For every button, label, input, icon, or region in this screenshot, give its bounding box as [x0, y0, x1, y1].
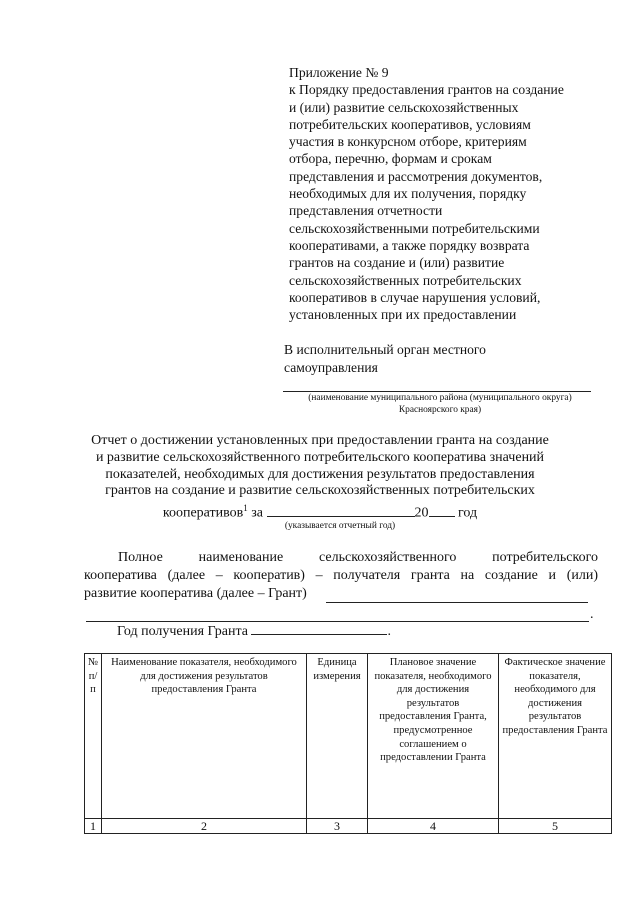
column-number-cell: 3: [307, 819, 368, 834]
appendix-line: отбора, перечню, формам и срокам: [289, 151, 492, 167]
header-planned-value: Плановое значение показателя, необходимого для достижения результатов предоставления Гранта, предусмотренное соглашением о предоставлении Гранта: [368, 654, 499, 819]
appendix-line: участия в конкурсном отборе, критериям: [289, 134, 527, 150]
paragraph-line: [84, 549, 598, 567]
table-header-row: [85, 654, 612, 819]
word: Полное: [118, 550, 163, 565]
recipient-caption-line: (наименование муниципального района (муниципального округа): [308, 393, 572, 403]
grant-year-blank[interactable]: [251, 622, 387, 635]
year-prefix: 20: [414, 505, 429, 521]
word: и: [548, 568, 557, 583]
column-number-cell: 5: [499, 819, 612, 834]
cooperative-name-fill-line[interactable]: [326, 602, 588, 603]
word: потребительского: [492, 550, 598, 565]
word: наименование: [198, 550, 284, 565]
paragraph-line: [84, 567, 598, 585]
column-number-cell: 2: [102, 819, 307, 834]
cooperative-name-paragraph: [84, 549, 598, 603]
recipient-caption-line: Красноярского края): [398, 405, 482, 415]
recipient-caption: [270, 392, 610, 416]
title-line: Отчет о достижении установленных при предоставлении гранта на создание: [91, 433, 549, 448]
period-za: за: [251, 505, 263, 521]
grant-year-end: .: [387, 624, 391, 639]
report-period-row: [60, 500, 580, 522]
appendix-line: необходимых для их получения, порядку: [289, 186, 527, 202]
grant-year-label: Год получения Гранта: [117, 624, 248, 639]
paragraph-line: развитие кооператива (далее – Грант): [84, 586, 307, 601]
header-actual-value: Фактическое значение показателя, необходимого для достижения результатов предоставления Гранта: [499, 654, 612, 819]
recipient-line: В исполнительный орган местного: [284, 342, 486, 357]
report-title: [60, 433, 580, 523]
word: сельскохозяйственного: [319, 550, 457, 565]
year-blank[interactable]: [429, 504, 455, 517]
year-suffix: год: [458, 505, 478, 521]
table-row: [85, 819, 612, 834]
word: создание: [484, 568, 538, 583]
word: получателя: [333, 568, 401, 583]
appendix-line: потребительских кооперативов, условиям: [289, 116, 531, 132]
appendix-line: к Порядку предоставления грантов на создание: [289, 82, 564, 98]
appendix-line: сельскохозяйственных потребительских: [289, 272, 522, 288]
appendix-line: сельскохозяйственными потребительскими: [289, 220, 540, 236]
column-number-cell: 1: [85, 819, 102, 834]
recipient-block: [284, 341, 604, 377]
header-number: № п/п: [85, 654, 102, 819]
appendix-line: кооперативов в случае нарушения условий,: [289, 289, 541, 305]
appendix-header: [289, 64, 599, 323]
year-caption: (указывается отчетный год): [284, 521, 396, 531]
grant-year-row: [117, 622, 391, 640]
title-line: показателей, необходимых для достижения результатов предоставления: [105, 466, 535, 482]
word: кооператив): [233, 568, 305, 583]
header-unit: Единица измерения: [307, 654, 368, 819]
word: на: [460, 568, 475, 583]
period-blank[interactable]: [267, 504, 415, 517]
recipient-line: самоуправления: [284, 360, 378, 375]
column-number-cell: 4: [368, 819, 499, 834]
word: (далее: [167, 568, 206, 583]
title-line: грантов на создание и развитие сельскохозяйственных потребительских: [105, 483, 535, 499]
appendix-line: представления и рассмотрения документов,: [289, 168, 543, 184]
appendix-line: кооперативами, а также порядку возврата: [289, 237, 530, 253]
word: гранта: [410, 568, 450, 583]
word: –: [215, 568, 223, 583]
word: (или): [566, 568, 598, 583]
appendix-line: установленных при их предоставлении: [289, 307, 517, 323]
word: –: [315, 568, 323, 583]
title-line: и развитие сельскохозяйственного потребительского кооператива значений: [95, 449, 545, 465]
paragraph-end-dot: .: [590, 607, 594, 622]
appendix-title: Приложение № 9: [289, 65, 389, 80]
title-last-word: кооперативов: [162, 505, 244, 521]
appendix-line: представления отчетности: [289, 203, 443, 219]
indicators-table: [84, 653, 612, 834]
appendix-line: грантов на создание и (или) развитие: [289, 255, 505, 271]
header-indicator-name: Наименование показателя, необходимого для достижения результатов предоставления Гранта: [102, 654, 307, 819]
footnote-mark: 1: [243, 503, 248, 514]
appendix-line: и (или) развитие сельскохозяйственных: [289, 99, 519, 115]
word: кооператива: [84, 568, 157, 583]
